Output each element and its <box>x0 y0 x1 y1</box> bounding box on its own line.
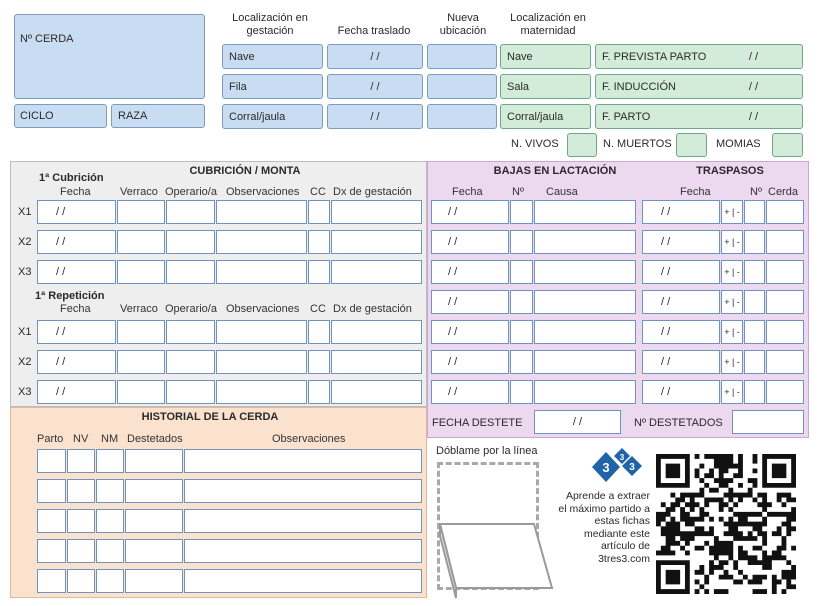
cubricion-cell-1-0-5[interactable] <box>331 320 422 344</box>
traspasos-sign-cell-6[interactable] <box>721 380 743 404</box>
bajas-fecha-cell-5[interactable] <box>431 350 509 374</box>
bajas-fecha-cell-3[interactable] <box>431 290 509 314</box>
cubricion-cell-0-2-5[interactable] <box>331 260 422 284</box>
promo-text: Aprende a extraer el máximo partido a estas fichas mediante este artículo de 3tres3.com <box>558 490 650 565</box>
nueva-ubicacion-field-1[interactable] <box>427 74 497 99</box>
maternidad-field-2[interactable] <box>500 104 591 129</box>
cubricion-cell-1-1-0[interactable] <box>37 350 116 374</box>
cubricion-cell-0-2-2[interactable] <box>166 260 215 284</box>
traspasos-sign-3: + | - <box>724 297 740 307</box>
cubricion-cell-0-1-2[interactable] <box>166 230 215 254</box>
fecha-parto-field-0[interactable] <box>595 44 803 69</box>
traspasos-fecha-cell-6[interactable] <box>642 380 720 404</box>
cubricion-colhdr-1-3: Observaciones <box>226 303 300 315</box>
cubricion-colhdr-0-1: Verraco <box>120 186 158 198</box>
traspasos-cerda-cell-2[interactable] <box>766 260 804 284</box>
bajas-fecha-cell-4[interactable] <box>431 320 509 344</box>
traspasos-num-cell-0[interactable] <box>744 200 765 224</box>
traspasos-num-cell-5[interactable] <box>744 350 765 374</box>
qr-modules <box>656 454 796 594</box>
cubricion-sub2: 1ª Repetición <box>35 290 105 302</box>
cubricion-cell-1-1-1[interactable] <box>117 350 165 374</box>
ciclo-field[interactable] <box>14 104 107 128</box>
traspasos-sign-4: + | - <box>724 327 740 337</box>
cubricion-rowlabel-1-1: X2 <box>18 356 32 368</box>
nueva-ubicacion-field-2[interactable] <box>427 104 497 129</box>
fecha-parto-slashes-0: / / <box>748 50 758 63</box>
traspasos-sign-cell-3[interactable] <box>721 290 743 314</box>
traspasos-fecha-cell-2[interactable] <box>642 260 720 284</box>
cubricion-title: CUBRICIÓN / MONTA <box>189 165 301 177</box>
col-header-nueva-ubicacion: Nueva ubicación <box>439 12 487 37</box>
cubricion-cell-1-2-2[interactable] <box>166 380 215 404</box>
raza-field[interactable] <box>111 104 205 128</box>
col-header-gestacion: Localización en gestación <box>232 12 308 37</box>
cubricion-cell-0-0-5[interactable] <box>331 200 422 224</box>
fecha-parto-slashes-2: / / <box>748 110 758 123</box>
muertos-label: N. MUERTOS <box>603 138 672 150</box>
momias-field[interactable] <box>772 133 803 157</box>
bajas-date-slashes-4: / / <box>448 326 458 338</box>
bajas-causa-cell-5[interactable] <box>534 350 636 374</box>
traspasos-date-slashes-1: / / <box>661 236 671 248</box>
historial-cell-2-1[interactable] <box>67 509 95 533</box>
traspasos-sign-2: + | - <box>724 267 740 277</box>
historial-cell-1-2[interactable] <box>96 479 124 503</box>
traspasos-date-slashes-4: / / <box>661 326 671 338</box>
bajas-fecha-cell-0[interactable] <box>431 200 509 224</box>
historial-title: HISTORIAL DE LA CERDA <box>141 411 279 423</box>
envelope-fold-icon <box>430 510 570 600</box>
cubricion-cell-0-1-0[interactable] <box>37 230 116 254</box>
gestacion-field-1[interactable] <box>222 74 323 99</box>
historial-cell-0-3[interactable] <box>125 449 183 473</box>
historial-cell-4-4[interactable] <box>184 569 422 593</box>
traslado-date-slashes-0: / / <box>370 50 380 63</box>
traspasos-cerda-cell-4[interactable] <box>766 320 804 344</box>
bajas-causa-cell-3[interactable] <box>534 290 636 314</box>
cubricion-colhdr-1-5: Dx de gestación <box>333 303 412 315</box>
bajas-date-slashes-6: / / <box>448 386 458 398</box>
traspasos-fecha-cell-4[interactable] <box>642 320 720 344</box>
cubricion-date-slashes-1-0: / / <box>56 326 66 338</box>
cubricion-date-slashes-0-0: / / <box>56 206 66 218</box>
historial-cell-4-2[interactable] <box>96 569 124 593</box>
traspasos-sign-cell-2[interactable] <box>721 260 743 284</box>
cubricion-cell-0-2-0[interactable] <box>37 260 116 284</box>
historial-cell-1-4[interactable] <box>184 479 422 503</box>
bajas-num-cell-4[interactable] <box>510 320 533 344</box>
historial-cell-2-3[interactable] <box>125 509 183 533</box>
maternidad-label-2: Corral/jaula <box>507 110 564 123</box>
bajas-colhdr-1: Nº <box>512 186 524 198</box>
bajas-fecha-cell-6[interactable] <box>431 380 509 404</box>
bajas-num-cell-3[interactable] <box>510 290 533 314</box>
cubricion-cell-1-2-4[interactable] <box>308 380 330 404</box>
cubricion-date-slashes-0-1: / / <box>56 236 66 248</box>
traspasos-num-cell-1[interactable] <box>744 230 765 254</box>
cubricion-cell-0-0-2[interactable] <box>166 200 215 224</box>
bajas-colhdr-0: Fecha <box>452 186 483 198</box>
historial-colhdr-1: NV <box>73 433 89 445</box>
cubricion-cell-1-0-1[interactable] <box>117 320 165 344</box>
cubricion-cell-0-2-3[interactable] <box>216 260 307 284</box>
fecha-parto-label-1: F. INDUCCIÓN <box>602 80 676 93</box>
cubricion-cell-1-1-5[interactable] <box>331 350 422 374</box>
fecha-destete-slashes: / / <box>572 416 583 428</box>
historial-cell-3-2[interactable] <box>96 539 124 563</box>
cubricion-cell-0-2-1[interactable] <box>117 260 165 284</box>
logo-digit-3: 3 <box>629 462 635 473</box>
vivos-label: N. VIVOS <box>511 138 559 150</box>
traspasos-num-cell-6[interactable] <box>744 380 765 404</box>
bajas-fecha-cell-1[interactable] <box>431 230 509 254</box>
historial-cell-1-0[interactable] <box>37 479 66 503</box>
fecha-parto-label-2: F. PARTO <box>602 110 651 123</box>
historial-cell-2-2[interactable] <box>96 509 124 533</box>
traspasos-sign-6: + | - <box>724 387 740 397</box>
cubricion-cell-0-1-3[interactable] <box>216 230 307 254</box>
historial-cell-3-3[interactable] <box>125 539 183 563</box>
bajas-colhdr-2: Causa <box>546 186 578 198</box>
traspasos-fecha-cell-5[interactable] <box>642 350 720 374</box>
bajas-causa-cell-0[interactable] <box>534 200 636 224</box>
bajas-date-slashes-1: / / <box>448 236 458 248</box>
cubricion-cell-1-1-3[interactable] <box>216 350 307 374</box>
bajas-causa-cell-4[interactable] <box>534 320 636 344</box>
cubricion-sub1: 1ª Cubrición <box>39 172 104 184</box>
historial-cell-4-1[interactable] <box>67 569 95 593</box>
cubricion-colhdr-1-0: Fecha <box>60 303 91 315</box>
traspasos-num-cell-4[interactable] <box>744 320 765 344</box>
traspasos-sign-cell-0[interactable] <box>721 200 743 224</box>
fecha-parto-field-2[interactable] <box>595 104 803 129</box>
traspasos-sign-cell-5[interactable] <box>721 350 743 374</box>
cubricion-colhdr-1-1: Verraco <box>120 303 158 315</box>
vivos-field[interactable] <box>567 133 597 157</box>
fold-label: Dóblame por la línea <box>436 445 538 457</box>
destetados-label: Nº DESTETADOS <box>634 417 723 429</box>
cubricion-cell-0-1-4[interactable] <box>308 230 330 254</box>
fecha-parto-field-1[interactable] <box>595 74 803 99</box>
traslado-date-slashes-2: / / <box>370 110 380 123</box>
ciclo-label: CICLO <box>20 110 54 122</box>
bajas-date-slashes-5: / / <box>448 356 458 368</box>
bajas-causa-cell-6[interactable] <box>534 380 636 404</box>
maternidad-field-0[interactable] <box>500 44 591 69</box>
bajas-date-slashes-3: / / <box>448 296 458 308</box>
cubricion-cell-1-0-0[interactable] <box>37 320 116 344</box>
cubricion-cell-1-0-4[interactable] <box>308 320 330 344</box>
traspasos-sign-5: + | - <box>724 357 740 367</box>
cubricion-cell-1-1-4[interactable] <box>308 350 330 374</box>
destetados-field[interactable] <box>732 410 804 434</box>
cubricion-rowlabel-0-2: X3 <box>18 266 32 278</box>
historial-cell-2-4[interactable] <box>184 509 422 533</box>
gestacion-label-1: Fila <box>229 80 247 93</box>
cubricion-rowlabel-1-2: X3 <box>18 386 32 398</box>
historial-colhdr-3: Destetados <box>127 433 183 445</box>
cubricion-colhdr-1-2: Operario/a <box>165 303 217 315</box>
traspasos-fecha-cell-3[interactable] <box>642 290 720 314</box>
logo-digit-2: 3 <box>619 453 625 462</box>
maternidad-label-0: Nave <box>507 50 533 63</box>
traspasos-date-slashes-5: / / <box>661 356 671 368</box>
traslado-date-slashes-1: / / <box>370 80 380 93</box>
historial-cell-0-2[interactable] <box>96 449 124 473</box>
bajas-date-slashes-2: / / <box>448 266 458 278</box>
cubricion-cell-0-0-4[interactable] <box>308 200 330 224</box>
fecha-destete-field[interactable] <box>534 410 621 434</box>
traspasos-cerda-cell-1[interactable] <box>766 230 804 254</box>
cubricion-cell-0-0-3[interactable] <box>216 200 307 224</box>
traspasos-num-cell-2[interactable] <box>744 260 765 284</box>
cubricion-cell-1-0-3[interactable] <box>216 320 307 344</box>
traspasos-date-slashes-0: / / <box>661 206 671 218</box>
historial-colhdr-4: Observaciones <box>272 433 346 445</box>
historial-cell-1-1[interactable] <box>67 479 95 503</box>
historial-cell-3-1[interactable] <box>67 539 95 563</box>
bajas-num-cell-5[interactable] <box>510 350 533 374</box>
historial-cell-4-0[interactable] <box>37 569 66 593</box>
bajas-num-cell-0[interactable] <box>510 200 533 224</box>
bajas-causa-cell-2[interactable] <box>534 260 636 284</box>
historial-cell-0-0[interactable] <box>37 449 66 473</box>
gestacion-label-2: Corral/jaula <box>229 110 286 123</box>
bajas-num-cell-6[interactable] <box>510 380 533 404</box>
cubricion-rowlabel-0-0: X1 <box>18 206 32 218</box>
historial-cell-3-0[interactable] <box>37 539 66 563</box>
gestacion-field-0[interactable] <box>222 44 323 69</box>
cerda-number-label: Nº CERDA <box>20 33 74 45</box>
cubricion-date-slashes-0-2: / / <box>56 266 66 278</box>
fecha-parto-label-0: F. PREVISTA PARTO <box>602 50 707 63</box>
cubricion-date-slashes-1-2: / / <box>56 386 66 398</box>
cubricion-cell-1-2-1[interactable] <box>117 380 165 404</box>
historial-cell-2-0[interactable] <box>37 509 66 533</box>
cubricion-cell-1-1-2[interactable] <box>166 350 215 374</box>
raza-label: RAZA <box>118 110 148 122</box>
historial-cell-3-4[interactable] <box>184 539 422 563</box>
historial-cell-0-4[interactable] <box>184 449 422 473</box>
cubricion-rowlabel-1-0: X1 <box>18 326 32 338</box>
qr-code-icon[interactable] <box>656 454 796 594</box>
cubricion-date-slashes-1-1: / / <box>56 356 66 368</box>
cubricion-colhdr-0-4: CC <box>310 186 326 198</box>
traspasos-fecha-cell-1[interactable] <box>642 230 720 254</box>
traslado-date-field-1[interactable] <box>327 74 423 99</box>
bajas-fecha-cell-2[interactable] <box>431 260 509 284</box>
traspasos-fecha-cell-0[interactable] <box>642 200 720 224</box>
traspasos-colhdr-0: Fecha <box>680 186 711 198</box>
traspasos-num-cell-3[interactable] <box>744 290 765 314</box>
col-header-traslado: Fecha traslado <box>337 25 411 37</box>
historial-cell-0-1[interactable] <box>67 449 95 473</box>
traspasos-sign-1: + | - <box>724 237 740 247</box>
traspasos-colhdr-1: Nº <box>750 186 762 198</box>
bajas-causa-cell-1[interactable] <box>534 230 636 254</box>
maternidad-label-1: Sala <box>507 80 530 93</box>
traspasos-cerda-cell-0[interactable] <box>766 200 804 224</box>
traslado-date-field-2[interactable] <box>327 104 423 129</box>
traspasos-date-slashes-3: / / <box>661 296 671 308</box>
cubricion-colhdr-0-3: Observaciones <box>226 186 300 198</box>
historial-colhdr-0: Parto <box>37 433 64 445</box>
traslado-date-field-0[interactable] <box>327 44 423 69</box>
bajas-title: BAJAS EN LACTACIÓN <box>493 165 617 177</box>
momias-label: MOMIAS <box>716 138 761 150</box>
bajas-num-cell-2[interactable] <box>510 260 533 284</box>
traspasos-cerda-cell-5[interactable] <box>766 350 804 374</box>
gestacion-label-0: Nave <box>229 50 255 63</box>
cubricion-rowlabel-0-1: X2 <box>18 236 32 248</box>
cubricion-cell-1-2-0[interactable] <box>37 380 116 404</box>
cubricion-cell-1-2-3[interactable] <box>216 380 307 404</box>
traspasos-date-slashes-6: / / <box>661 386 671 398</box>
logo-3tres3-icon <box>588 448 650 486</box>
fecha-destete-label: FECHA DESTETE <box>432 417 523 429</box>
cubricion-colhdr-0-2: Operario/a <box>165 186 217 198</box>
cubricion-cell-0-1-5[interactable] <box>331 230 422 254</box>
traspasos-cerda-cell-3[interactable] <box>766 290 804 314</box>
cubricion-colhdr-0-0: Fecha <box>60 186 91 198</box>
historial-colhdr-2: NM <box>101 433 119 445</box>
traspasos-sign-cell-4[interactable] <box>721 320 743 344</box>
cubricion-cell-1-2-5[interactable] <box>331 380 422 404</box>
historial-cell-4-3[interactable] <box>125 569 183 593</box>
muertos-field[interactable] <box>676 133 707 157</box>
gestacion-field-2[interactable] <box>222 104 323 129</box>
cubricion-colhdr-0-5: Dx de gestación <box>333 186 412 198</box>
cubricion-colhdr-1-4: CC <box>310 303 326 315</box>
cubricion-cell-0-0-1[interactable] <box>117 200 165 224</box>
traspasos-colhdr-2: Cerda <box>768 186 798 198</box>
traspasos-sign-0: + | - <box>724 207 740 217</box>
logo-digit-1: 3 <box>602 460 610 475</box>
traspasos-title: TRASPASOS <box>696 165 764 177</box>
traspasos-date-slashes-2: / / <box>661 266 671 278</box>
col-header-maternidad: Localización en maternidad <box>510 12 586 37</box>
maternidad-field-1[interactable] <box>500 74 591 99</box>
cubricion-cell-0-1-1[interactable] <box>117 230 165 254</box>
fecha-parto-slashes-1: / / <box>748 80 758 93</box>
cubricion-cell-0-0-0[interactable] <box>37 200 116 224</box>
traspasos-cerda-cell-6[interactable] <box>766 380 804 404</box>
cerda-number-field[interactable] <box>14 14 205 99</box>
nueva-ubicacion-field-0[interactable] <box>427 44 497 69</box>
cubricion-cell-1-0-2[interactable] <box>166 320 215 344</box>
bajas-num-cell-1[interactable] <box>510 230 533 254</box>
traspasos-sign-cell-1[interactable] <box>721 230 743 254</box>
bajas-date-slashes-0: / / <box>448 206 458 218</box>
historial-cell-1-3[interactable] <box>125 479 183 503</box>
cubricion-cell-0-2-4[interactable] <box>308 260 330 284</box>
